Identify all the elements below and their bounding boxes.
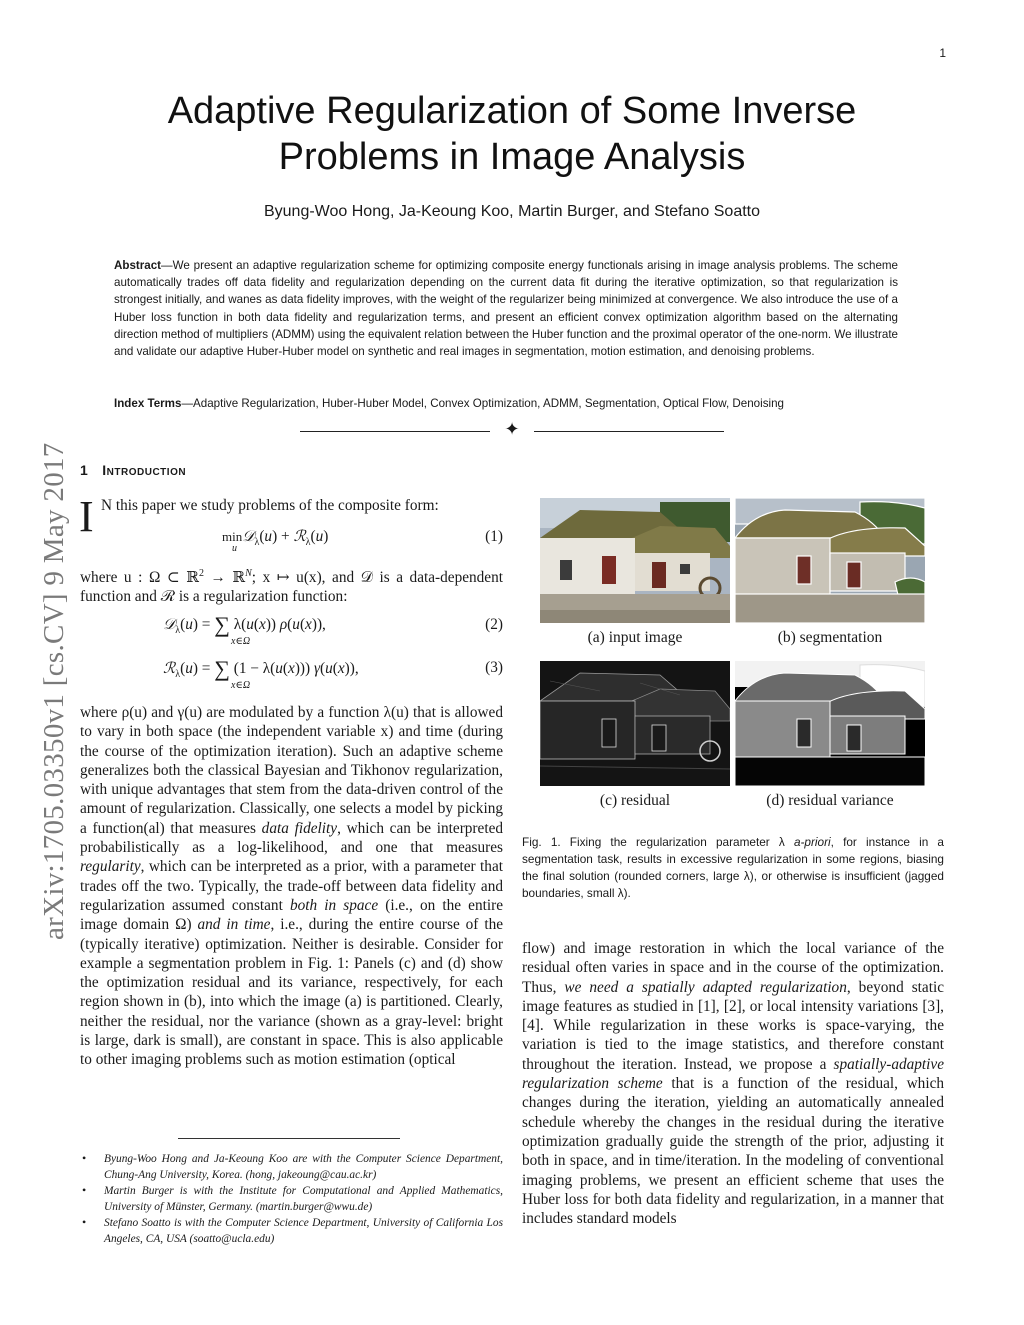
para2-text-d: (i.e., on the entire image domain Ω) (80, 896, 503, 934)
where-text-a: where u : Ω ⊂ ℝ (80, 569, 199, 587)
figure-panel-input-image (540, 498, 730, 623)
arxiv-stamp: arXiv:1705.03350v1 [cs.CV] 9 May 2017 (38, 442, 70, 940)
footnote-rule (178, 1138, 400, 1139)
author-list: Byung-Woo Hong, Ja-Keoung Koo, Martin Burger, and Stefano Soatto (263, 203, 760, 220)
equation-1-number: (1) (485, 528, 503, 545)
equation-1: min𝒟$_\lambda$(u) + ℛ$_\lambda$(u) u (222, 528, 329, 554)
index-terms (114, 397, 914, 410)
figure-panel-segmentation (735, 498, 925, 623)
para2-text-b: , which can be interpreted probabilistically as a log-likelihood, and one that measures (80, 819, 504, 857)
where-text-b: → ℝ (203, 569, 246, 587)
intro-paragraph-2 (80, 703, 503, 1070)
index-terms-text: —Adaptive Regularization, Huber-Huber Model, Convex Optimization, ADMM, Segmentation, Optical Flow, Denoising (181, 397, 784, 410)
right-column-paragraph (522, 939, 944, 1228)
right-text-b: , beyond static image features as studied in [1], [2], or local intensity variations [3], [4]. While regularization in these works is space-varying, the variation is tied to the image statistics, and therefore constant throughout the iteration. Instead, we propose a (522, 978, 944, 1073)
equation-2-number: (2) (485, 616, 503, 633)
abstract-text: —We present an adaptive regularization scheme for optimizing composite energy functionals arising in image analysis problems. The scheme automatically trades off data fidelity and regularization depending on the current data fit during the iterative optimization, so that regularization is strongest initially, and wanes as data fidelity improves, with the weight of the regularizer being minimized at convergence. We also introduce the use of a Huber loss function in both data fidelity and regularization terms, and present an efficient convex optimization algorithm based on the alternating direction method of multipliers (ADMM) using the equivalent relation between the Huber function and the proximal operator of the one-norm. We illustrate and validate our adaptive Huber-Huber model on synthetic and real images in segmentation, motion estimation, and denoising problems. (114, 259, 898, 359)
intro-first-line: N this paper we study problems of the composite form: (101, 497, 439, 514)
where-paragraph: where u : Ω ⊂ ℝ$^2$ → ℝ$^N$; x ↦ u(x), and 𝒟 is a data-dependent function and ℛ is a regularization function: (80, 568, 503, 606)
bullet-icon: • (82, 1183, 87, 1198)
section-title: Introduction (102, 462, 187, 478)
panel-label-c: (c) residual (599, 792, 671, 809)
para2-em-and-in-time: and in time (197, 916, 271, 934)
section-number: 1 (80, 462, 89, 478)
footnote-text: Byung-Woo Hong and Ja-Keoung Koo are with the Computer Science Department, Chung-Ang University, Korea. (hong, jakeoung@cau.ac.kr) (104, 1153, 503, 1181)
caption-text-a: Fig. 1. Fixing the regularization parameter λ (522, 835, 794, 849)
where-text-c: ; x ↦ u(x), and 𝒟 is a data-dependent function and ℛ is a regularization function: (80, 569, 503, 606)
footnotes (80, 1152, 503, 1249)
figure-panel-residual (540, 661, 730, 786)
divider-star-icon: ✦ (504, 419, 520, 439)
section-divider (300, 419, 724, 439)
para2-em-both-in-space: both in space (289, 896, 379, 914)
paper-title: Adaptive Regularization of Some Inverse Problems in Image Analysis (167, 90, 857, 178)
equation-3: ℛ$_\lambda$(u) = ∑ (1 − λ(u(x))) γ(u(x)), x∈Ω (163, 656, 359, 691)
panel-label-b: (b) segmentation (777, 629, 883, 646)
index-terms-label: Index Terms (114, 397, 182, 410)
footnote-item (80, 1216, 503, 1247)
footnote-text: Stefano Soatto is with the Computer Science Department, University of California Los Angeles, CA, USA (soatto@ucla.edu) (104, 1217, 503, 1245)
para2-text-c: , which can be interpreted as a prior, with a parameter that trades off the two. Typically, the trade-off between data fidelity and regularization assumed constant (80, 858, 503, 914)
para2-em-regularity: regularity (80, 858, 141, 876)
figure-caption (522, 834, 944, 902)
section-heading (80, 462, 186, 478)
equation-3-number: (3) (485, 659, 503, 676)
footnote-item (80, 1152, 503, 1183)
bullet-icon: • (82, 1215, 87, 1230)
footnote-item (80, 1184, 503, 1215)
bullet-icon: • (82, 1151, 87, 1165)
abstract-label: Abstract (114, 259, 162, 272)
caption-text-b: , for instance in a segmentation task, results in excessive regularization in some regions, biasing the final solution (rounded corners, large λ), or otherwise is insufficient (jagged boundaries, small λ). (522, 835, 944, 900)
drop-cap: I (79, 492, 94, 541)
right-em-spatially-adapted: we need a spatially adapted regularization (564, 978, 847, 996)
right-em-adaptive-scheme: spatially-adaptive regularization scheme (522, 1055, 944, 1093)
caption-em-a-priori: a-priori (793, 835, 831, 849)
page-number: 1 (939, 46, 946, 60)
abstract (114, 257, 898, 360)
figure-panel-residual-variance (735, 661, 925, 786)
footnote-text: Martin Burger is with the Institute for Computational and Applied Mathematics, University of Münster, Germany. (martin.burger@wwu.de) (104, 1185, 503, 1213)
right-text-c: that is a function of the residual, which changes during the iteration, yielding an automatically annealed schedule whereby the changes in the residual during the iterative optimization gradually guide the strength of the prior, adjusting it both in space, and in time/iteration. In the modeling of conventional imaging problems, we present an efficient scheme that uses the Huber loss for both data fidelity and regularization, in a manner that includes standard models (522, 1075, 945, 1228)
right-text-a: flow) and image restoration in which the local variance of the residual often varies in space and in the course of the optimization. Thus, (522, 940, 944, 996)
para2-text-e: , i.e., during the entire course of the (typically iterative) optimization. Neither is desirable. Consider for example a segmentation problem in Fig. 1: Panels (c) and (d) show the optimization residual and its variance, respectively, for each region shown in (b), into which the image (a) is partitioned. Clearly, neither the residual, nor the variance (shown as a gray-level: bright is large, dark is small), are constant in space. This is also applicable to other imaging problems such as motion estimation (optical (80, 916, 504, 1069)
para2-text-a: where ρ(u) and γ(u) are modulated by a function λ(u) that is allowed to vary in both space (the independent variable x) and time (during the course of the optimization iteration). Such an adaptive scheme generalizes both the classical Bayesian and Tikhonov regularization, with unique advantages that stem from the data-driven control of the amount of regularization. Classically, one selects a model by picking a function(al) that measures (80, 704, 503, 837)
divider-line-right (534, 431, 724, 432)
divider-line-left (300, 431, 490, 432)
panel-label-a: (a) input image (587, 629, 683, 646)
para2-em-data-fidelity: data fidelity (261, 819, 338, 837)
panel-label-d: (d) residual variance (766, 792, 894, 809)
equation-2: 𝒟$_\lambda$(u) = ∑ λ(u(x)) ρ(u(x)), x∈Ω (163, 612, 326, 647)
